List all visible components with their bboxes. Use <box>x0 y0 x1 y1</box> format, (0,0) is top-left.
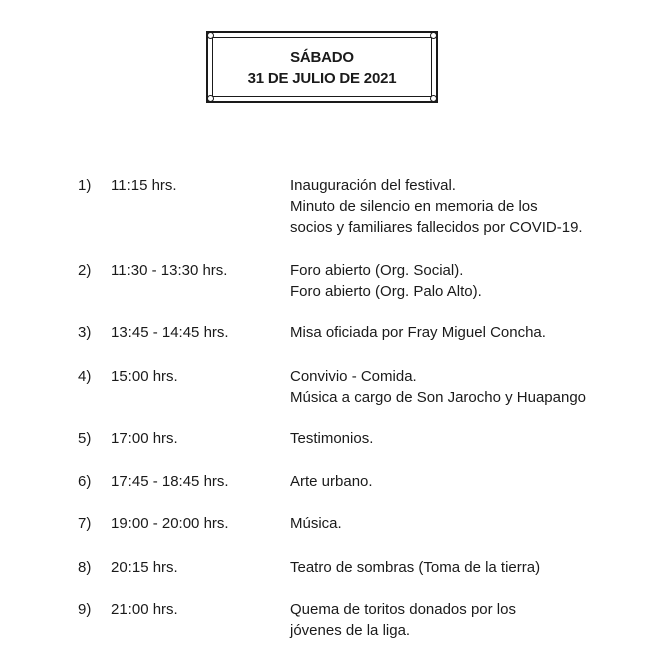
item-description-line: Quema de toritos donados por los <box>290 601 516 618</box>
item-description <box>290 557 630 578</box>
item-description <box>290 471 630 492</box>
item-time: 17:00 hrs. <box>111 430 178 447</box>
item-description-line: socios y familiares fallecidos por COVID-19. <box>290 219 583 236</box>
item-description <box>290 428 630 449</box>
corner-ornament-icon <box>207 32 214 39</box>
item-description-line: Convivio - Comida. <box>290 368 417 385</box>
item-number: 9) <box>78 601 92 618</box>
header-box <box>206 31 438 103</box>
item-number: 6) <box>78 473 92 490</box>
item-description-line: jóvenes de la liga. <box>290 622 411 639</box>
item-description-line: Inauguración del festival. <box>290 177 456 194</box>
item-time: 11:15 hrs. <box>111 177 177 194</box>
item-description <box>290 175 630 238</box>
corner-ornament-icon <box>430 32 437 39</box>
header-title <box>208 47 436 89</box>
corner-ornament-icon <box>207 95 214 102</box>
item-description <box>290 366 630 408</box>
item-number: 4) <box>78 368 92 385</box>
item-description-line: Teatro de sombras (Toma de la tierra) <box>290 559 541 576</box>
header-date: 31 DE JULIO DE 2021 <box>247 70 397 87</box>
item-description <box>290 322 630 343</box>
item-number: 2) <box>78 262 92 279</box>
item-description <box>290 513 630 534</box>
item-time: 19:00 - 20:00 hrs. <box>111 515 229 532</box>
corner-ornament-icon <box>430 95 437 102</box>
header-day: SÁBADO <box>290 49 354 66</box>
item-number: 1) <box>78 177 92 194</box>
item-description <box>290 260 630 302</box>
item-time: 17:45 - 18:45 hrs. <box>111 473 229 490</box>
item-time: 13:45 - 14:45 hrs. <box>111 324 229 341</box>
item-description-line: Misa oficiada por Fray Miguel Concha. <box>290 324 546 341</box>
item-time: 15:00 hrs. <box>111 368 178 385</box>
item-number: 5) <box>78 430 92 447</box>
item-description-line: Música. <box>290 515 342 532</box>
item-description <box>290 599 630 641</box>
item-description-line: Foro abierto (Org. Social). <box>290 262 464 279</box>
item-description-line: Música a cargo de Son Jarocho y Huapango <box>290 389 587 406</box>
item-number: 7) <box>78 515 92 532</box>
item-time: 11:30 - 13:30 hrs. <box>111 262 228 279</box>
item-number: 3) <box>78 324 92 341</box>
item-time: 21:00 hrs. <box>111 601 178 618</box>
item-number: 8) <box>78 559 92 576</box>
item-description-line: Foro abierto (Org. Palo Alto). <box>290 283 482 300</box>
item-description-line: Arte urbano. <box>290 473 373 490</box>
item-description-line: Minuto de silencio en memoria de los <box>290 198 538 215</box>
item-time: 20:15 hrs. <box>111 559 178 576</box>
item-description-line: Testimonios. <box>290 430 374 447</box>
